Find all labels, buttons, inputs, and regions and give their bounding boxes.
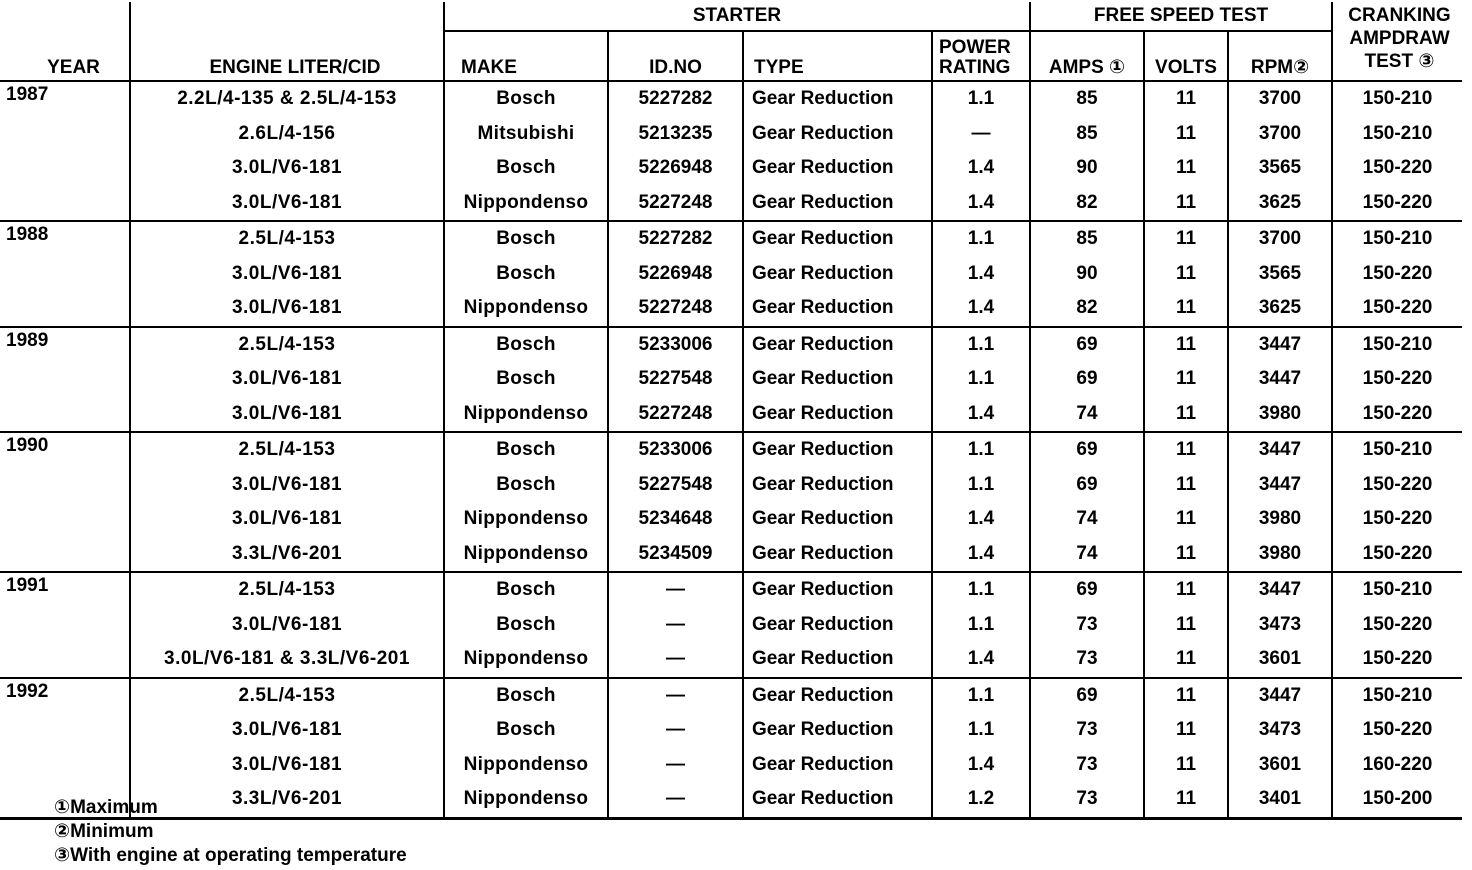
make-cell: Bosch: [444, 713, 608, 748]
amps-cell: 69: [1030, 432, 1144, 468]
table-row: [0, 117, 1462, 152]
table-row: [0, 221, 1462, 257]
year-cell: [0, 537, 130, 573]
rpm-cell: 3601: [1228, 642, 1332, 678]
make-cell: Bosch: [444, 678, 608, 714]
header-row-top: [0, 2, 1462, 31]
make-cell: Bosch: [444, 327, 608, 363]
cranking-amp-draw-cell: 150-210: [1332, 572, 1462, 608]
make-cell: Nippondenso: [444, 537, 608, 573]
footnote-maximum: ①Maximum: [54, 797, 158, 818]
amps-cell: 73: [1030, 713, 1144, 748]
year-cell: 1988: [0, 221, 130, 257]
power-rating-cell: 1.1: [932, 81, 1030, 117]
power-rating-cell: 1.4: [932, 186, 1030, 222]
rpm-cell: 3447: [1228, 572, 1332, 608]
type-cell: Gear Reduction: [743, 502, 932, 537]
engine-cell: 2.5L/4-153: [130, 572, 444, 608]
power-rating-cell: 1.1: [932, 678, 1030, 714]
starter-specifications-table: [0, 2, 1462, 820]
header-cranking-amp-draw-test: [1332, 2, 1462, 81]
year-cell: 1991: [0, 572, 130, 608]
footnotes: [54, 796, 407, 868]
cranking-amp-draw-cell: 150-210: [1332, 81, 1462, 117]
make-cell: Bosch: [444, 257, 608, 292]
year-cell: [0, 748, 130, 783]
header-year: YEAR: [0, 2, 130, 81]
id-no-cell: 5226948: [608, 257, 743, 292]
engine-cell: 2.2L/4-135 & 2.5L/4-153: [130, 81, 444, 117]
power-rating-cell: 1.1: [932, 572, 1030, 608]
id-no-cell: 5227548: [608, 362, 743, 397]
header-free-speed-test: FREE SPEED TEST: [1030, 2, 1332, 31]
type-cell: Gear Reduction: [743, 537, 932, 573]
amps-cell: 69: [1030, 468, 1144, 503]
header-power-line2: RATING: [939, 57, 1011, 78]
header-cranking-line1: CRANKING: [1348, 5, 1451, 26]
id-no-cell: 5227282: [608, 221, 743, 257]
volts-cell: 11: [1144, 117, 1228, 152]
volts-cell: 11: [1144, 537, 1228, 573]
type-cell: Gear Reduction: [743, 362, 932, 397]
power-rating-cell: 1.1: [932, 608, 1030, 643]
id-no-cell: 5233006: [608, 327, 743, 363]
make-cell: Nippondenso: [444, 397, 608, 433]
id-no-cell: —: [608, 572, 743, 608]
table-body: [0, 81, 1462, 818]
header-cranking-line2: AMPDRAW: [1349, 28, 1450, 49]
amps-cell: 73: [1030, 608, 1144, 643]
make-cell: Bosch: [444, 608, 608, 643]
make-cell: Bosch: [444, 432, 608, 468]
type-cell: Gear Reduction: [743, 748, 932, 783]
power-rating-cell: 1.1: [932, 362, 1030, 397]
type-cell: Gear Reduction: [743, 642, 932, 678]
type-cell: Gear Reduction: [743, 117, 932, 152]
make-cell: Nippondenso: [444, 291, 608, 327]
cranking-amp-draw-cell: 150-220: [1332, 397, 1462, 433]
cranking-amp-draw-cell: 150-210: [1332, 678, 1462, 714]
id-no-cell: —: [608, 678, 743, 714]
cranking-amp-draw-cell: 150-220: [1332, 642, 1462, 678]
volts-cell: 11: [1144, 468, 1228, 503]
make-cell: Nippondenso: [444, 186, 608, 222]
type-cell: Gear Reduction: [743, 291, 932, 327]
power-rating-cell: 1.4: [932, 397, 1030, 433]
power-rating-cell: 1.4: [932, 537, 1030, 573]
id-no-cell: —: [608, 748, 743, 783]
engine-cell: 3.0L/V6-181: [130, 713, 444, 748]
engine-cell: 3.0L/V6-181: [130, 291, 444, 327]
type-cell: Gear Reduction: [743, 81, 932, 117]
rpm-cell: 3447: [1228, 678, 1332, 714]
year-cell: [0, 291, 130, 327]
type-cell: Gear Reduction: [743, 186, 932, 222]
type-cell: Gear Reduction: [743, 432, 932, 468]
engine-cell: 3.0L/V6-181: [130, 186, 444, 222]
header-volts: VOLTS: [1144, 31, 1228, 81]
id-no-cell: 5226948: [608, 151, 743, 186]
power-rating-cell: 1.4: [932, 642, 1030, 678]
cranking-amp-draw-cell: 150-220: [1332, 151, 1462, 186]
amps-cell: 73: [1030, 642, 1144, 678]
volts-cell: 11: [1144, 748, 1228, 783]
engine-cell: 3.0L/V6-181: [130, 502, 444, 537]
amps-cell: 90: [1030, 257, 1144, 292]
cranking-amp-draw-cell: 150-220: [1332, 537, 1462, 573]
cranking-amp-draw-cell: 150-200: [1332, 782, 1462, 818]
amps-cell: 73: [1030, 748, 1144, 783]
rpm-cell: 3565: [1228, 151, 1332, 186]
year-cell: [0, 117, 130, 152]
rpm-cell: 3447: [1228, 362, 1332, 397]
header-engine: ENGINE LITER/CID: [130, 2, 444, 81]
volts-cell: 11: [1144, 713, 1228, 748]
engine-cell: 3.0L/V6-181: [130, 468, 444, 503]
id-no-cell: 5227248: [608, 291, 743, 327]
table-row: [0, 432, 1462, 468]
id-no-cell: 5227282: [608, 81, 743, 117]
year-cell: 1990: [0, 432, 130, 468]
year-cell: [0, 362, 130, 397]
rpm-cell: 3980: [1228, 537, 1332, 573]
volts-cell: 11: [1144, 151, 1228, 186]
type-cell: Gear Reduction: [743, 221, 932, 257]
engine-cell: 3.0L/V6-181: [130, 397, 444, 433]
rpm-cell: 3601: [1228, 748, 1332, 783]
id-no-cell: 5234509: [608, 537, 743, 573]
table-row: [0, 468, 1462, 503]
power-rating-cell: 1.4: [932, 502, 1030, 537]
type-cell: Gear Reduction: [743, 397, 932, 433]
year-cell: [0, 608, 130, 643]
amps-cell: 82: [1030, 291, 1144, 327]
table-row: [0, 537, 1462, 573]
engine-cell: 3.0L/V6-181 & 3.3L/V6-201: [130, 642, 444, 678]
cranking-amp-draw-cell: 150-210: [1332, 327, 1462, 363]
rpm-cell: 3700: [1228, 221, 1332, 257]
rpm-cell: 3447: [1228, 432, 1332, 468]
rpm-cell: 3700: [1228, 81, 1332, 117]
id-no-cell: —: [608, 782, 743, 818]
power-rating-cell: 1.4: [932, 748, 1030, 783]
rpm-cell: 3980: [1228, 397, 1332, 433]
table-row: [0, 362, 1462, 397]
year-cell: [0, 257, 130, 292]
table-row: [0, 642, 1462, 678]
make-cell: Nippondenso: [444, 502, 608, 537]
amps-cell: 69: [1030, 678, 1144, 714]
power-rating-cell: —: [932, 117, 1030, 152]
year-cell: 1987: [0, 81, 130, 117]
year-cell: [0, 186, 130, 222]
make-cell: Bosch: [444, 221, 608, 257]
table-row: [0, 748, 1462, 783]
id-no-cell: 5233006: [608, 432, 743, 468]
cranking-amp-draw-cell: 150-220: [1332, 502, 1462, 537]
rpm-cell: 3565: [1228, 257, 1332, 292]
type-cell: Gear Reduction: [743, 713, 932, 748]
engine-cell: 3.0L/V6-181: [130, 151, 444, 186]
power-rating-cell: 1.4: [932, 257, 1030, 292]
volts-cell: 11: [1144, 432, 1228, 468]
header-cranking-line3: TEST ③: [1364, 51, 1435, 72]
year-cell: 1992: [0, 678, 130, 714]
year-cell: [0, 397, 130, 433]
table-row: [0, 291, 1462, 327]
amps-cell: 85: [1030, 221, 1144, 257]
type-cell: Gear Reduction: [743, 782, 932, 818]
year-cell: 1989: [0, 327, 130, 363]
make-cell: Bosch: [444, 151, 608, 186]
make-cell: Bosch: [444, 81, 608, 117]
volts-cell: 11: [1144, 397, 1228, 433]
year-cell: [0, 713, 130, 748]
amps-cell: 85: [1030, 81, 1144, 117]
id-no-cell: 5227248: [608, 397, 743, 433]
header-power-line1: POWER: [939, 37, 1011, 58]
volts-cell: 11: [1144, 642, 1228, 678]
volts-cell: 11: [1144, 362, 1228, 397]
table-row: [0, 81, 1462, 117]
rpm-cell: 3473: [1228, 713, 1332, 748]
rpm-cell: 3447: [1228, 468, 1332, 503]
id-no-cell: —: [608, 608, 743, 643]
table-row: [0, 678, 1462, 714]
year-cell: [0, 468, 130, 503]
amps-cell: 74: [1030, 502, 1144, 537]
cranking-amp-draw-cell: 150-220: [1332, 291, 1462, 327]
amps-cell: 69: [1030, 362, 1144, 397]
footnote-operating-temperature: ③With engine at operating temperature: [54, 845, 407, 866]
engine-cell: 3.0L/V6-181: [130, 257, 444, 292]
power-rating-cell: 1.1: [932, 327, 1030, 363]
table-row: [0, 257, 1462, 292]
volts-cell: 11: [1144, 678, 1228, 714]
power-rating-cell: 1.1: [932, 432, 1030, 468]
engine-cell: 3.0L/V6-181: [130, 362, 444, 397]
volts-cell: 11: [1144, 782, 1228, 818]
type-cell: Gear Reduction: [743, 151, 932, 186]
engine-cell: 2.5L/4-153: [130, 678, 444, 714]
table-row: [0, 397, 1462, 433]
power-rating-cell: 1.1: [932, 468, 1030, 503]
volts-cell: 11: [1144, 221, 1228, 257]
amps-cell: 69: [1030, 327, 1144, 363]
cranking-amp-draw-cell: 150-220: [1332, 608, 1462, 643]
amps-cell: 74: [1030, 537, 1144, 573]
cranking-amp-draw-cell: 160-220: [1332, 748, 1462, 783]
volts-cell: 11: [1144, 608, 1228, 643]
cranking-amp-draw-cell: 150-220: [1332, 468, 1462, 503]
rpm-cell: 3401: [1228, 782, 1332, 818]
make-cell: Bosch: [444, 362, 608, 397]
engine-cell: 2.6L/4-156: [130, 117, 444, 152]
cranking-amp-draw-cell: 150-220: [1332, 713, 1462, 748]
rpm-cell: 3473: [1228, 608, 1332, 643]
type-cell: Gear Reduction: [743, 608, 932, 643]
engine-cell: 3.0L/V6-181: [130, 608, 444, 643]
id-no-cell: 5227548: [608, 468, 743, 503]
cranking-amp-draw-cell: 150-220: [1332, 362, 1462, 397]
volts-cell: 11: [1144, 502, 1228, 537]
header-power-rating: [932, 31, 1030, 81]
header-id-no: ID.NO: [608, 31, 743, 81]
id-no-cell: 5227248: [608, 186, 743, 222]
header-type: TYPE: [743, 31, 932, 81]
engine-cell: 3.0L/V6-181: [130, 748, 444, 783]
amps-cell: 69: [1030, 572, 1144, 608]
table-row: [0, 151, 1462, 186]
table-row: [0, 608, 1462, 643]
power-rating-cell: 1.1: [932, 713, 1030, 748]
volts-cell: 11: [1144, 327, 1228, 363]
table-row: [0, 713, 1462, 748]
type-cell: Gear Reduction: [743, 572, 932, 608]
cranking-amp-draw-cell: 150-210: [1332, 221, 1462, 257]
table-row: [0, 327, 1462, 363]
header-rpm: RPM②: [1228, 31, 1332, 81]
make-cell: Bosch: [444, 468, 608, 503]
power-rating-cell: 1.4: [932, 291, 1030, 327]
type-cell: Gear Reduction: [743, 327, 932, 363]
amps-cell: 85: [1030, 117, 1144, 152]
rpm-cell: 3625: [1228, 186, 1332, 222]
header-amps: AMPS ①: [1030, 31, 1144, 81]
rpm-cell: 3447: [1228, 327, 1332, 363]
amps-cell: 74: [1030, 397, 1144, 433]
id-no-cell: 5213235: [608, 117, 743, 152]
volts-cell: 11: [1144, 186, 1228, 222]
volts-cell: 11: [1144, 572, 1228, 608]
year-cell: [0, 642, 130, 678]
make-cell: Nippondenso: [444, 748, 608, 783]
engine-cell: 2.5L/4-153: [130, 432, 444, 468]
cranking-amp-draw-cell: 150-220: [1332, 257, 1462, 292]
year-cell: [0, 502, 130, 537]
type-cell: Gear Reduction: [743, 257, 932, 292]
engine-cell: 3.3L/V6-201: [130, 782, 444, 818]
make-cell: Bosch: [444, 572, 608, 608]
id-no-cell: —: [608, 642, 743, 678]
engine-cell: 2.5L/4-153: [130, 221, 444, 257]
header-make: MAKE: [444, 31, 608, 81]
header-starter: STARTER: [444, 2, 1030, 31]
engine-cell: 2.5L/4-153: [130, 327, 444, 363]
id-no-cell: —: [608, 713, 743, 748]
rpm-cell: 3625: [1228, 291, 1332, 327]
rpm-cell: 3700: [1228, 117, 1332, 152]
volts-cell: 11: [1144, 81, 1228, 117]
id-no-cell: 5234648: [608, 502, 743, 537]
year-cell: [0, 151, 130, 186]
power-rating-cell: 1.1: [932, 221, 1030, 257]
volts-cell: 11: [1144, 257, 1228, 292]
engine-cell: 3.3L/V6-201: [130, 537, 444, 573]
cranking-amp-draw-cell: 150-210: [1332, 117, 1462, 152]
make-cell: Mitsubishi: [444, 117, 608, 152]
type-cell: Gear Reduction: [743, 468, 932, 503]
volts-cell: 11: [1144, 291, 1228, 327]
power-rating-cell: 1.2: [932, 782, 1030, 818]
table-row: [0, 186, 1462, 222]
make-cell: Nippondenso: [444, 642, 608, 678]
cranking-amp-draw-cell: 150-210: [1332, 432, 1462, 468]
table-row: [0, 502, 1462, 537]
amps-cell: 73: [1030, 782, 1144, 818]
rpm-cell: 3980: [1228, 502, 1332, 537]
footnote-minimum: ②Minimum: [54, 821, 154, 842]
type-cell: Gear Reduction: [743, 678, 932, 714]
cranking-amp-draw-cell: 150-220: [1332, 186, 1462, 222]
amps-cell: 90: [1030, 151, 1144, 186]
make-cell: Nippondenso: [444, 782, 608, 818]
power-rating-cell: 1.4: [932, 151, 1030, 186]
amps-cell: 82: [1030, 186, 1144, 222]
table-row: [0, 572, 1462, 608]
